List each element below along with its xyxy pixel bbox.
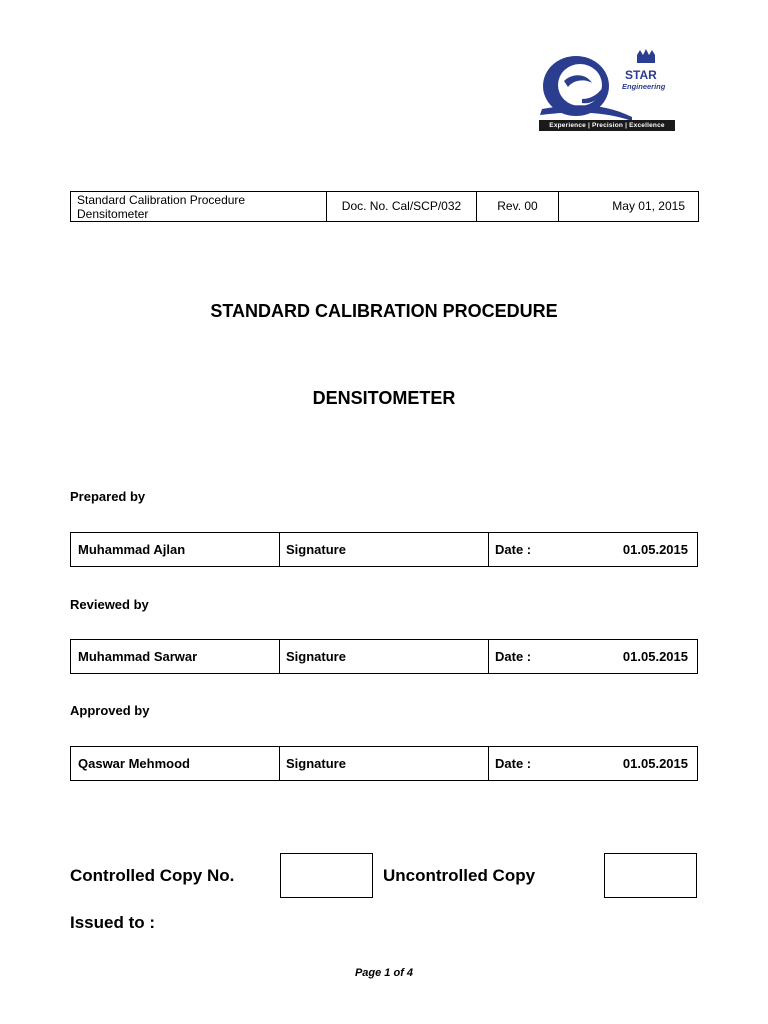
controlled-copy-label: Controlled Copy No. (70, 866, 235, 885)
reviewed-by-date-cell (489, 640, 697, 673)
page-number: Page 1 of 4 (354, 967, 414, 979)
reviewed-by-signature: Signature (280, 640, 489, 673)
header-date: May 01, 2015 (612, 199, 685, 213)
page-subtitle: DENSITOMETER (312, 388, 456, 408)
header-doc-no: Doc. No. Cal/SCP/032 (327, 192, 477, 221)
reviewed-by-table (70, 639, 698, 674)
page-title: STANDARD CALIBRATION PROCEDURE (210, 301, 558, 321)
approved-by-date: 01.05.2015 (622, 756, 688, 771)
uncontrolled-copy-box[interactable] (604, 853, 697, 898)
approved-by-table (70, 746, 698, 781)
approved-by-name: Qaswar Mehmood (71, 747, 280, 780)
controlled-copy-box[interactable] (280, 853, 373, 898)
header-title-line1: Standard Calibration Procedure (77, 193, 246, 207)
uncontrolled-copy-label: Uncontrolled Copy (383, 866, 536, 885)
approved-by-date-label: Date : (495, 756, 532, 771)
prepared-by-name: Muhammad Ajlan (71, 533, 280, 566)
issued-to-label: Issued to : (70, 913, 156, 932)
reviewed-by-label: Reviewed by (70, 597, 149, 612)
logo-brand-sub: Engineering (622, 82, 666, 91)
prepared-by-date: 01.05.2015 (622, 542, 688, 557)
prepared-by-date-label: Date : (495, 542, 532, 557)
company-logo (534, 43, 684, 135)
approved-by-signature: Signature (280, 747, 489, 780)
prepared-by-label: Prepared by (70, 489, 146, 504)
document-header-table (70, 191, 699, 222)
reviewed-by-date: 01.05.2015 (622, 649, 688, 664)
approved-by-label: Approved by (70, 703, 150, 718)
header-title-line2: Densitometer (77, 207, 149, 221)
prepared-by-date-cell (489, 533, 697, 566)
approved-by-date-cell (489, 747, 697, 780)
reviewed-by-name: Muhammad Sarwar (71, 640, 280, 673)
reviewed-by-date-label: Date : (495, 649, 532, 664)
prepared-by-table (70, 532, 698, 567)
logo-tagline: Experience | Precision | Excellence (539, 120, 675, 131)
prepared-by-signature: Signature (280, 533, 489, 566)
logo-brand: STAR (625, 68, 657, 82)
header-rev: Rev. 00 (477, 192, 559, 221)
header-title-cell (71, 192, 327, 221)
